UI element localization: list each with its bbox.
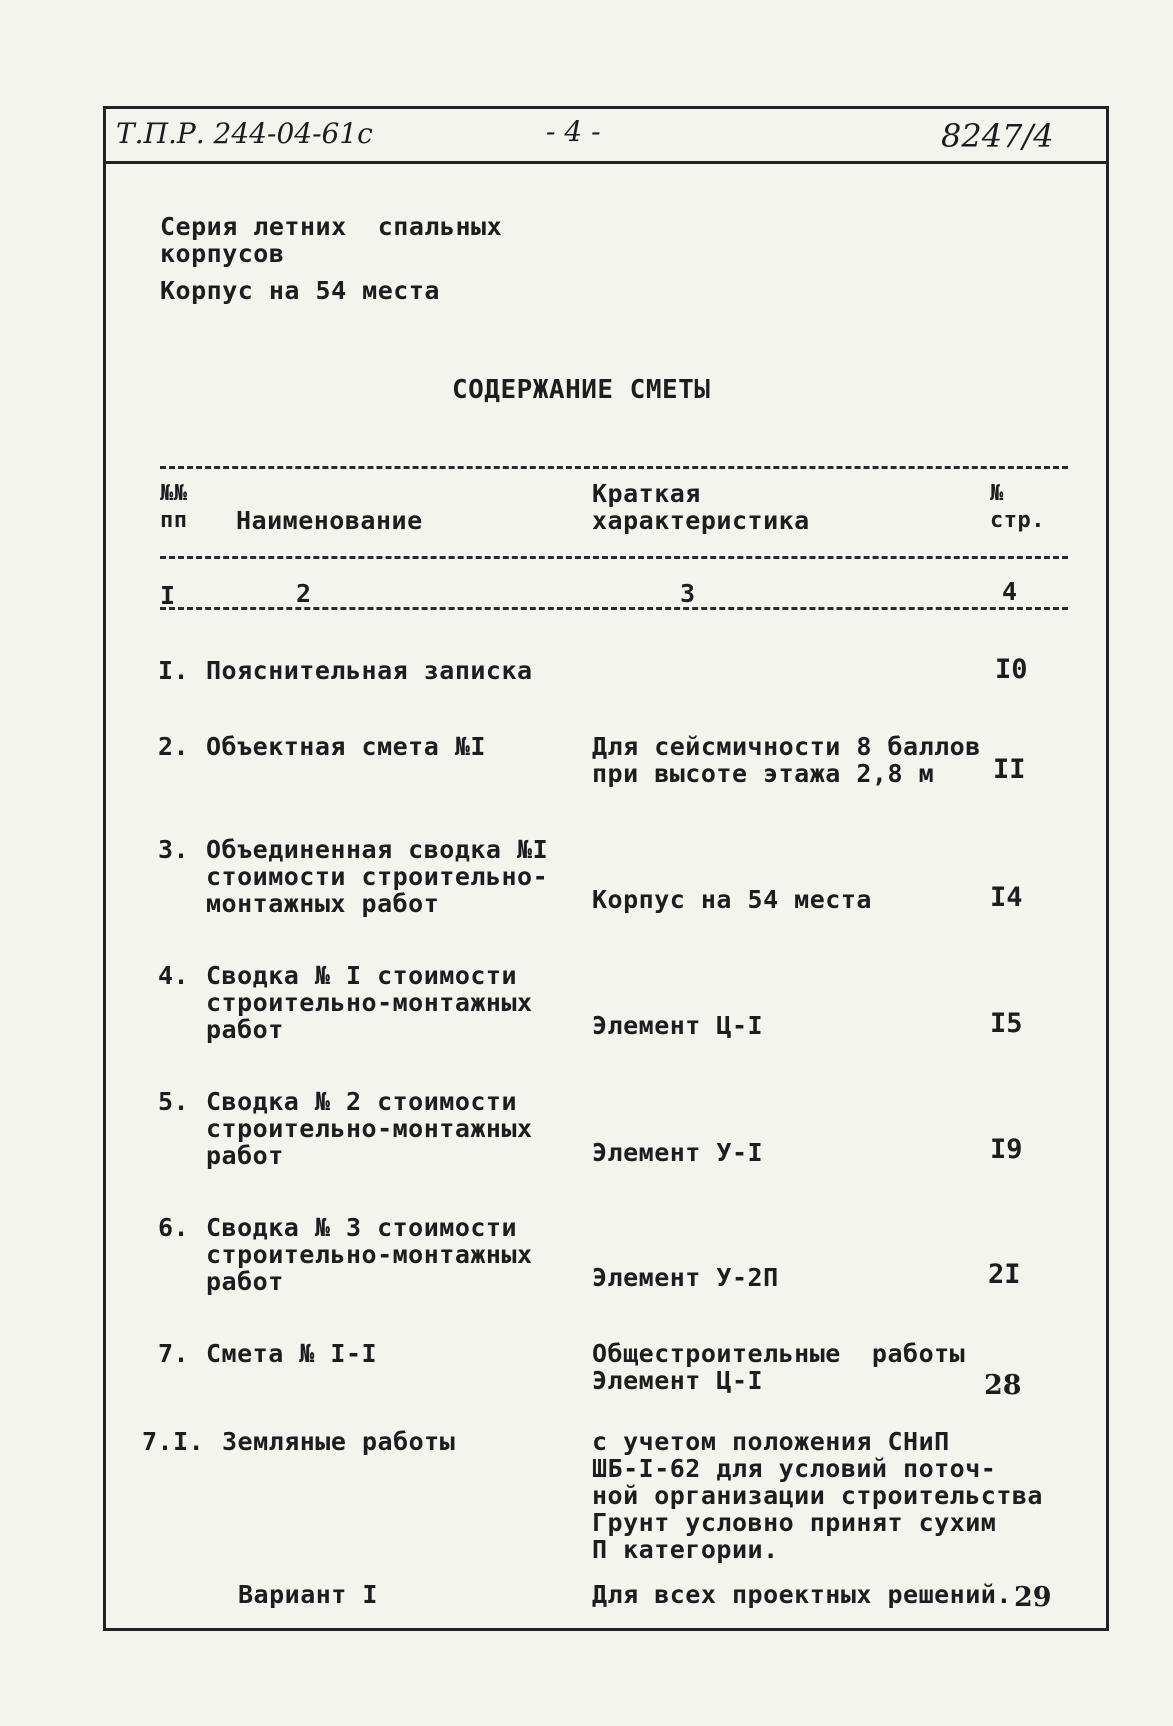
row-desc: Для сейсмичности 8 баллов при высоте этажа 2,8 м <box>592 732 981 788</box>
row-desc: Элемент Ц-I <box>592 1011 764 1040</box>
row-name: Сводка № 2 стоимости строительно-монтажных работ <box>206 1087 533 1170</box>
column-number-rule <box>160 607 1068 610</box>
row-num: 4. <box>158 961 190 990</box>
row-desc: Элемент У-I <box>592 1138 764 1167</box>
col-header-page: № стр. <box>990 481 1045 533</box>
table-top-rule <box>160 466 1068 469</box>
row-name: Вариант I <box>238 1580 378 1609</box>
row-page: I5 <box>990 1008 1023 1039</box>
row-desc: Корпус на 54 места <box>592 885 872 914</box>
col-number-1: I <box>160 581 176 610</box>
row-name: Смета № I-I <box>206 1339 378 1368</box>
col-header-num: №№ пп <box>160 481 188 533</box>
doc-code: Т.П.Р. 244-04-61с <box>116 117 373 150</box>
row-num: 6. <box>158 1213 190 1242</box>
page-number: - 4 - <box>546 115 601 148</box>
col-header-name: Наименование <box>236 506 423 535</box>
row-num: 7.I. <box>142 1427 205 1456</box>
row-page: 28 <box>984 1370 1022 1401</box>
row-name: Объединенная сводка №I стоимости строительно- монтажных работ <box>206 835 549 918</box>
sheet-code: 8247/4 <box>941 117 1054 155</box>
row-page: 29 <box>1014 1582 1052 1613</box>
document-title: СОДЕРЖАНИЕ СМЕТЫ <box>452 375 711 405</box>
row-num: 5. <box>158 1087 190 1116</box>
row-num: 2. <box>158 732 190 761</box>
col-number-2: 2 <box>296 579 312 608</box>
series-title: Серия летних спальных корпусов <box>160 212 503 268</box>
table-header-rule <box>160 556 1068 559</box>
row-page: I4 <box>990 882 1023 913</box>
row-desc: Элемент У-2П <box>592 1263 779 1292</box>
row-num: 3. <box>158 835 190 864</box>
row-desc: Общестроительные работы Элемент Ц-I <box>592 1339 966 1395</box>
row-page: I0 <box>995 654 1028 685</box>
col-number-3: 3 <box>680 579 696 608</box>
row-name: Объектная смета №I <box>206 732 486 761</box>
row-num: 7. <box>158 1339 190 1368</box>
row-name: Земляные работы <box>222 1427 456 1456</box>
row-page: 2I <box>988 1259 1021 1290</box>
row-desc: с учетом положения СНиП ШБ-I-62 для условий поточ- ной организации строительства Грунт условно принят сухим П категории. <box>592 1427 1043 1564</box>
row-desc: Для всех проектных решений. <box>592 1580 1012 1609</box>
col-header-desc: Краткая характеристика <box>592 479 810 535</box>
row-page: II <box>993 754 1026 785</box>
row-page: I9 <box>990 1134 1023 1165</box>
series-subtitle: Корпус на 54 места <box>160 276 440 305</box>
col-number-4: 4 <box>1002 577 1018 606</box>
row-name: Сводка № 3 стоимости строительно-монтажных работ <box>206 1213 533 1296</box>
row-num: I. <box>158 656 190 685</box>
row-name: Сводка № I стоимости строительно-монтажных работ <box>206 961 533 1044</box>
row-name: Пояснительная записка <box>206 656 533 685</box>
header-row <box>106 109 1106 164</box>
